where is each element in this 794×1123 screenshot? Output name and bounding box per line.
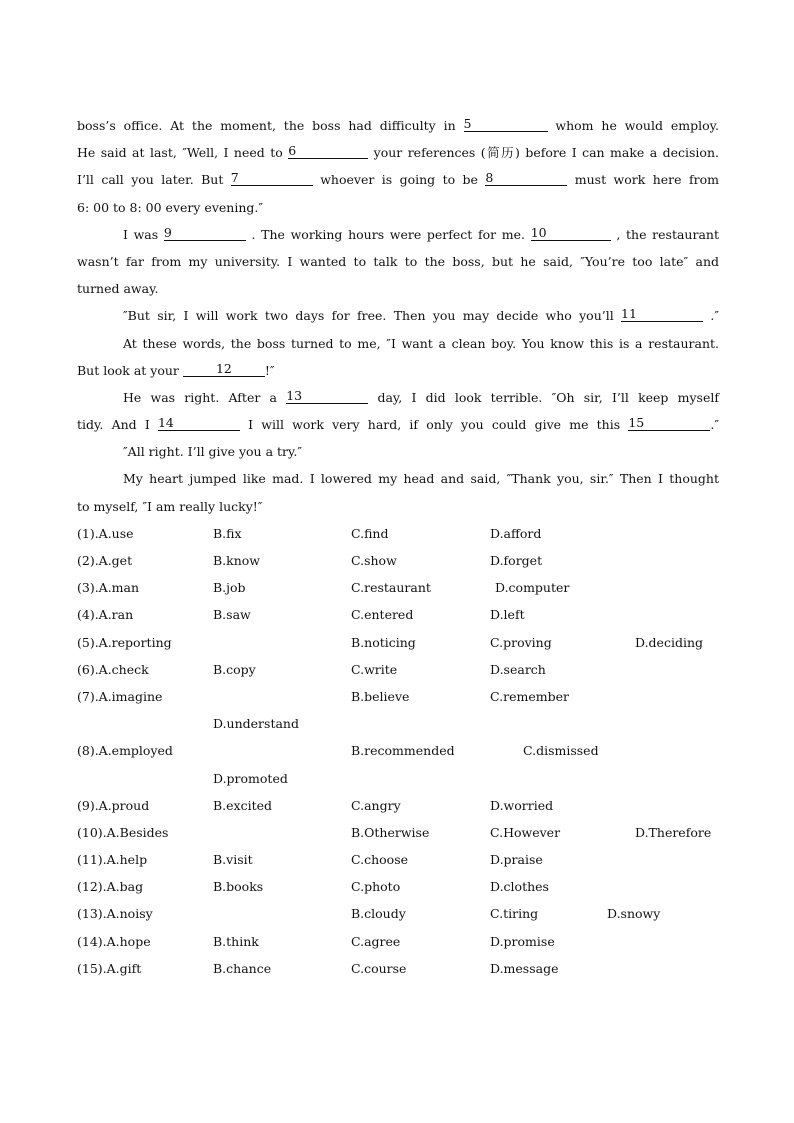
passage-text: your references (简历) before I can make a decision. xyxy=(373,145,719,161)
option-a[interactable]: (7).A.imagine xyxy=(77,688,163,704)
option-a[interactable]: (12).A.bag xyxy=(77,879,144,895)
option-a[interactable]: (11).A.help xyxy=(77,852,148,868)
passage-line xyxy=(77,166,719,193)
option-b[interactable]: B.believe xyxy=(351,688,410,704)
option-d[interactable]: D.worried xyxy=(490,797,554,813)
option-d[interactable]: D.search xyxy=(490,661,546,677)
option-c[interactable]: C.tiring xyxy=(490,906,539,922)
passage-text: At these words, the boss turned to me, ″I want a clean boy. You know this is a restaurant. xyxy=(123,335,719,351)
option-b[interactable]: B.recommended xyxy=(351,743,455,759)
passage-line xyxy=(77,411,719,438)
passage-text: He was right. After a xyxy=(123,389,277,405)
option-b[interactable]: B.cloudy xyxy=(351,906,406,922)
option-d[interactable]: D.promoted xyxy=(213,770,288,786)
option-a[interactable]: (14).A.hope xyxy=(77,933,151,949)
passage-text: ″But sir, I will work two days for free. Then you may decide who you’ll xyxy=(123,308,614,324)
passage-line xyxy=(77,357,719,384)
option-d[interactable]: D.deciding xyxy=(635,634,703,650)
blank-9[interactable]: 9 xyxy=(164,226,246,241)
option-c[interactable]: C.restaurant xyxy=(351,580,431,596)
blank-11[interactable]: 11 xyxy=(621,307,703,322)
question-8 xyxy=(77,737,719,764)
question-4 xyxy=(77,601,719,628)
question-1 xyxy=(77,520,719,547)
option-d[interactable]: D.snowy xyxy=(607,906,661,922)
option-c[interactable]: C.entered xyxy=(351,607,414,623)
option-d[interactable]: D.understand xyxy=(213,716,299,732)
passage-line xyxy=(77,248,719,275)
passage-text: !″ xyxy=(264,362,275,378)
passage-text: He said at last, ″Well, I need to xyxy=(77,145,283,161)
passage-line xyxy=(77,139,719,166)
question-7-cont xyxy=(77,710,719,737)
option-d[interactable]: D.left xyxy=(490,607,525,623)
option-c[interactable]: C.angry xyxy=(351,797,401,813)
option-b[interactable]: B.noticing xyxy=(351,634,416,650)
passage-line xyxy=(77,384,719,411)
option-d[interactable]: D.computer xyxy=(495,580,570,596)
passage-line xyxy=(77,112,719,139)
option-a[interactable]: (13).A.noisy xyxy=(77,906,153,922)
document-page xyxy=(77,112,719,982)
option-d[interactable]: D.message xyxy=(490,960,559,976)
question-3 xyxy=(77,574,719,601)
passage-text: I will work very hard, if only you could give me this xyxy=(248,417,621,433)
option-a[interactable]: (3).A.man xyxy=(77,580,140,596)
option-b[interactable]: B.know xyxy=(213,553,261,568)
option-c[interactable]: C.However xyxy=(490,824,561,840)
passage-text: . The working hours were perfect for me. xyxy=(251,226,526,242)
passage-text: whom he would employ. xyxy=(555,118,719,133)
option-b[interactable]: B.saw xyxy=(213,607,251,623)
option-c[interactable]: C.write xyxy=(351,661,398,677)
question-list xyxy=(77,520,719,982)
question-6 xyxy=(77,656,719,683)
passage-line xyxy=(77,194,719,221)
passage-line xyxy=(77,275,719,302)
option-a[interactable]: (15).A.gift xyxy=(77,960,142,976)
passage-text: day, I did look terrible. ″Oh sir, I’ll keep myself xyxy=(377,389,719,405)
option-c[interactable]: C.choose xyxy=(351,852,409,868)
option-b[interactable]: B.fix xyxy=(213,525,242,541)
passage-text: boss’s office. At the moment, the boss had difficulty in xyxy=(77,118,456,133)
passage-text: , the restaurant xyxy=(616,226,719,242)
option-c[interactable]: C.course xyxy=(351,960,407,976)
option-a[interactable]: (9).A.proud xyxy=(77,797,150,813)
passage-text: tidy. And I xyxy=(77,417,150,433)
passage-line xyxy=(77,465,719,492)
blank-5[interactable]: 5 xyxy=(464,117,548,132)
question-12 xyxy=(77,873,719,900)
option-c[interactable]: C.dismissed xyxy=(523,743,599,759)
option-b[interactable]: B.Otherwise xyxy=(351,824,430,840)
option-b[interactable]: B.excited xyxy=(213,797,273,813)
question-8-cont xyxy=(77,765,719,792)
option-b[interactable]: B.job xyxy=(213,580,246,596)
option-c[interactable]: C.proving xyxy=(490,634,552,650)
passage-text: My heart jumped like mad. I lowered my head and said, ″Thank you, sir.″ Then I thought xyxy=(123,471,719,487)
blank-6[interactable]: 6 xyxy=(288,144,368,159)
option-a[interactable]: (10).A.Besides xyxy=(77,824,169,840)
option-d[interactable]: D.promise xyxy=(490,933,555,949)
option-d[interactable]: D.forget xyxy=(490,553,543,568)
option-b[interactable]: B.think xyxy=(213,933,259,949)
option-b[interactable]: B.visit xyxy=(213,852,253,868)
passage-line xyxy=(77,330,719,357)
passage-text: must work here from xyxy=(574,172,719,188)
passage-text: ″All right. I’ll give you a try.″ xyxy=(123,444,303,460)
option-d[interactable]: D.praise xyxy=(490,852,543,868)
passage-text: .″ xyxy=(710,308,719,324)
option-c[interactable]: C.find xyxy=(351,525,389,541)
passage-line xyxy=(77,302,719,329)
option-a[interactable]: (8).A.employed xyxy=(77,743,173,759)
option-b[interactable]: B.books xyxy=(213,879,264,895)
passage-line xyxy=(77,221,719,248)
option-a[interactable]: (2).A.get xyxy=(77,553,133,568)
option-b[interactable]: B.chance xyxy=(213,960,272,976)
option-c[interactable]: C.remember xyxy=(490,688,569,704)
blank-7[interactable]: 7 xyxy=(231,171,313,186)
passage-text: I’ll call you later. But xyxy=(77,172,224,188)
passage-text: .″ xyxy=(710,417,719,433)
option-b[interactable]: B.copy xyxy=(213,661,256,677)
passage-text: to myself, ″I am really lucky!″ xyxy=(77,498,263,514)
blank-14[interactable]: 14 xyxy=(158,416,240,431)
passage-text: But look at your xyxy=(77,362,179,378)
question-9 xyxy=(77,792,719,819)
passage-text: turned away. xyxy=(77,281,159,297)
passage-line xyxy=(77,493,719,520)
blank-8[interactable]: 8 xyxy=(485,171,567,186)
blank-12[interactable]: 12 xyxy=(183,362,265,377)
option-d[interactable]: D.afford xyxy=(490,525,542,541)
passage-text: whoever is going to be xyxy=(320,172,478,188)
question-7 xyxy=(77,683,719,710)
passage-line xyxy=(77,438,719,465)
option-d[interactable]: D.clothes xyxy=(490,879,549,895)
question-5 xyxy=(77,629,719,656)
question-13 xyxy=(77,900,719,927)
question-15 xyxy=(77,955,719,982)
option-c[interactable]: C.agree xyxy=(351,933,401,949)
option-a[interactable]: (5).A.reporting xyxy=(77,634,172,650)
blank-10[interactable]: 10 xyxy=(531,226,611,241)
option-c[interactable]: C.photo xyxy=(351,879,401,895)
question-14 xyxy=(77,928,719,955)
question-2 xyxy=(77,547,719,574)
option-a[interactable]: (4).A.ran xyxy=(77,607,134,623)
option-c[interactable]: C.show xyxy=(351,553,397,568)
blank-13[interactable]: 13 xyxy=(286,389,368,404)
question-11 xyxy=(77,846,719,873)
option-d[interactable]: D.Therefore xyxy=(635,824,712,840)
passage-text: 6: 00 to 8: 00 every evening.″ xyxy=(77,199,264,215)
question-10 xyxy=(77,819,719,846)
passage-text: I was xyxy=(123,226,159,242)
option-a[interactable]: (6).A.check xyxy=(77,661,149,677)
option-a[interactable]: (1).A.use xyxy=(77,525,134,541)
passage-text: wasn’t far from my university. I wanted to talk to the boss, but he said, ″You’re too late″ and xyxy=(77,253,719,269)
blank-15[interactable]: 15 xyxy=(628,416,710,431)
